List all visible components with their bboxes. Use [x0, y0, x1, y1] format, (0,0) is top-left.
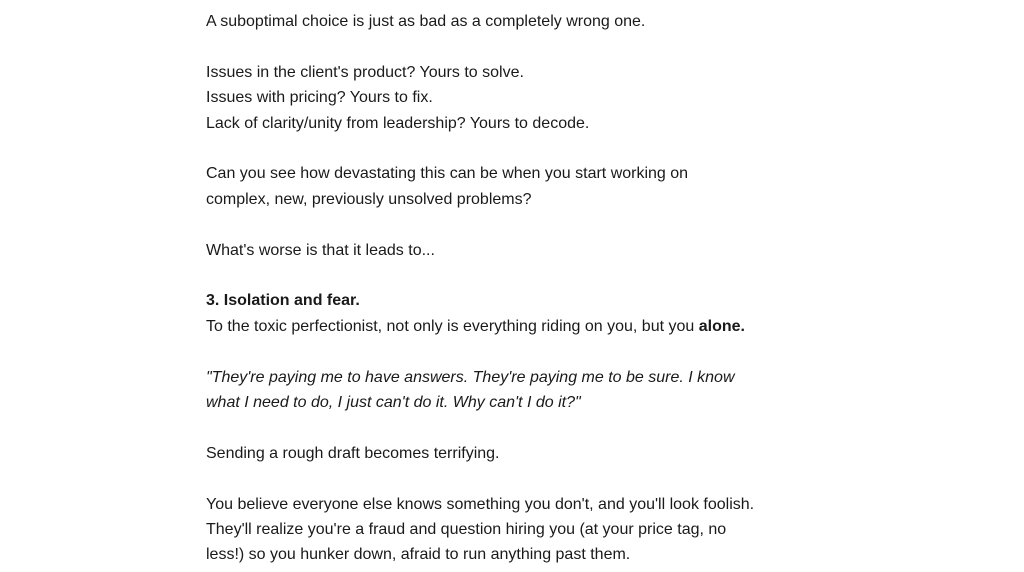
document-body [206, 9, 806, 568]
paragraph-foolish-line-2: They'll realize you're a fraud and question hiring you (at your price tag, no [206, 521, 727, 539]
paragraph-rough-draft: Sending a rough draft becomes terrifying. [206, 444, 500, 462]
paragraph-suboptimal: A suboptimal choice is just as bad as a completely wrong one. [206, 13, 646, 30]
paragraph-isolation-body [206, 314, 806, 339]
isolation-body-text: To the toxic perfectionist, not only is everything riding on you, but you [206, 317, 695, 335]
paragraph-gap [206, 339, 806, 364]
paragraph-foolish-line-1: You believe everyone else knows something you don't, and you'll look foolish. [206, 495, 755, 513]
paragraph-issues-pricing: Issues with pricing? Yours to fix. [206, 89, 433, 107]
paragraph-gap [206, 212, 806, 237]
quote-line-2: what I need to do, I just can't do it. Why can't I do it?" [206, 394, 581, 412]
paragraph-devastating-line-1: Can you see how devastating this can be when you start working on [206, 165, 689, 183]
paragraph-issues-leadership: Lack of clarity/unity from leadership? Yours to decode. [206, 114, 590, 132]
quote-line-1: "They're paying me to have answers. They're paying me to be sure. I know [206, 368, 735, 386]
paragraph-worse: What's worse is that it leads to... [206, 241, 435, 259]
isolation-body-emphasis: alone. [698, 317, 745, 335]
paragraph-devastating-line-2: complex, new, previously unsolved problems? [206, 190, 532, 208]
paragraph-gap [206, 34, 806, 59]
paragraph-gap [206, 263, 806, 288]
paragraph-gap [206, 136, 806, 161]
section-heading-isolation: 3. Isolation and fear. [206, 292, 360, 310]
paragraph-gap [206, 415, 806, 440]
paragraph-foolish-line-3: less!) so you hunker down, afraid to run anything past them. [206, 546, 631, 564]
paragraph-gap [206, 466, 806, 491]
paragraph-issues-product: Issues in the client's product? Yours to solve. [206, 63, 524, 81]
